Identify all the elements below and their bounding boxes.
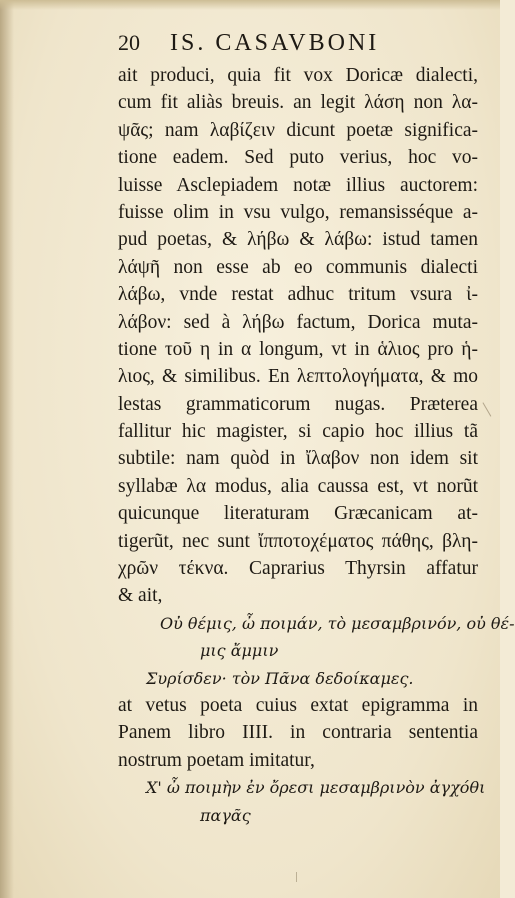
text-line: Panem libro IIII. in contraria sententia bbox=[118, 722, 478, 744]
text-line: ait produci, quia fit vox Doricæ dialecti, bbox=[118, 65, 478, 86]
greek-verse-line: Οὐ θέμις, ὦ ποιμάν, τὸ μεσαμβρινόν, οὐ θέ- bbox=[160, 613, 515, 633]
body-text bbox=[118, 62, 515, 829]
page-left-edge-shadow bbox=[0, 0, 14, 898]
greek-verse-line: Συρίσδεν· τὸν Πᾶνα δεδοίκαμες. bbox=[146, 668, 414, 688]
text-line: fallitur hic magister, si capio hoc illius tã bbox=[118, 421, 478, 443]
foot-mark bbox=[296, 872, 301, 882]
page-number: 20 bbox=[118, 30, 140, 55]
text-line: ψᾶς; nam λαβίζειν dicunt poetæ significa- bbox=[118, 119, 478, 141]
text-line: tione τοῦ η in α longum, vt in ἁλιος pro ἡ- bbox=[118, 338, 478, 360]
margin-mark bbox=[482, 399, 496, 416]
text-line: fuisse olim in vsu vulgo, remansisséque a- bbox=[118, 201, 478, 223]
text-line: luisse Asclepiadem notæ illius auctorem: bbox=[118, 174, 478, 196]
page-top-edge-shadow bbox=[0, 0, 500, 10]
text-line: tigerũt, nec sunt ἴπποτοχέματος πάθης, βλη- bbox=[118, 530, 478, 552]
text-line: λάβον: sed à λήβω factum, Dorica muta- bbox=[118, 311, 478, 333]
text-line: syllabæ λα modus, alia caussa est, vt norũt bbox=[118, 475, 478, 497]
text-line: quicunque literaturam Græcanicam at- bbox=[118, 503, 478, 525]
text-line: λάβω, vnde restat adhuc tritum vsura ἰ- bbox=[118, 284, 478, 306]
text-line: & ait, bbox=[118, 585, 163, 607]
text-line: λάψῆ non esse ab eo communis dialecti bbox=[118, 256, 478, 278]
text-line: lestas grammaticorum nugas. Præterea bbox=[118, 393, 478, 415]
greek-verse-line: μις ἄμμιν bbox=[200, 641, 279, 661]
text-line: χρῶν τέκνα. Caprarius Thyrsin affatur bbox=[118, 558, 478, 580]
text-line: at vetus poeta cuius extat epigramma in bbox=[118, 694, 478, 716]
text-line: λιος, & similibus. En λεπτολογήματα, & mo bbox=[118, 366, 478, 388]
text-line: subtile: nam quòd in ἴλαβον non idem sit bbox=[118, 448, 478, 470]
page-header bbox=[118, 30, 478, 60]
text-line: cum fit aliàs breuis. an legit λάση non λα- bbox=[118, 92, 478, 114]
text-line: nostrum poetam imitatur, bbox=[118, 749, 315, 771]
running-title: IS. CASAVBONI bbox=[170, 30, 380, 56]
greek-verse-line: Χ' ὦ ποιμὴν ἐν ὄρεσι μεσαμβρινὸν ἀγχόθι bbox=[146, 778, 486, 798]
greek-verse-line: παγᾶς bbox=[200, 805, 251, 825]
text-line: pud poetas, & λήβω & λάβω: istud tamen bbox=[118, 229, 478, 251]
text-line: tione eadem. Sed puto verius, hoc vo- bbox=[118, 147, 478, 169]
